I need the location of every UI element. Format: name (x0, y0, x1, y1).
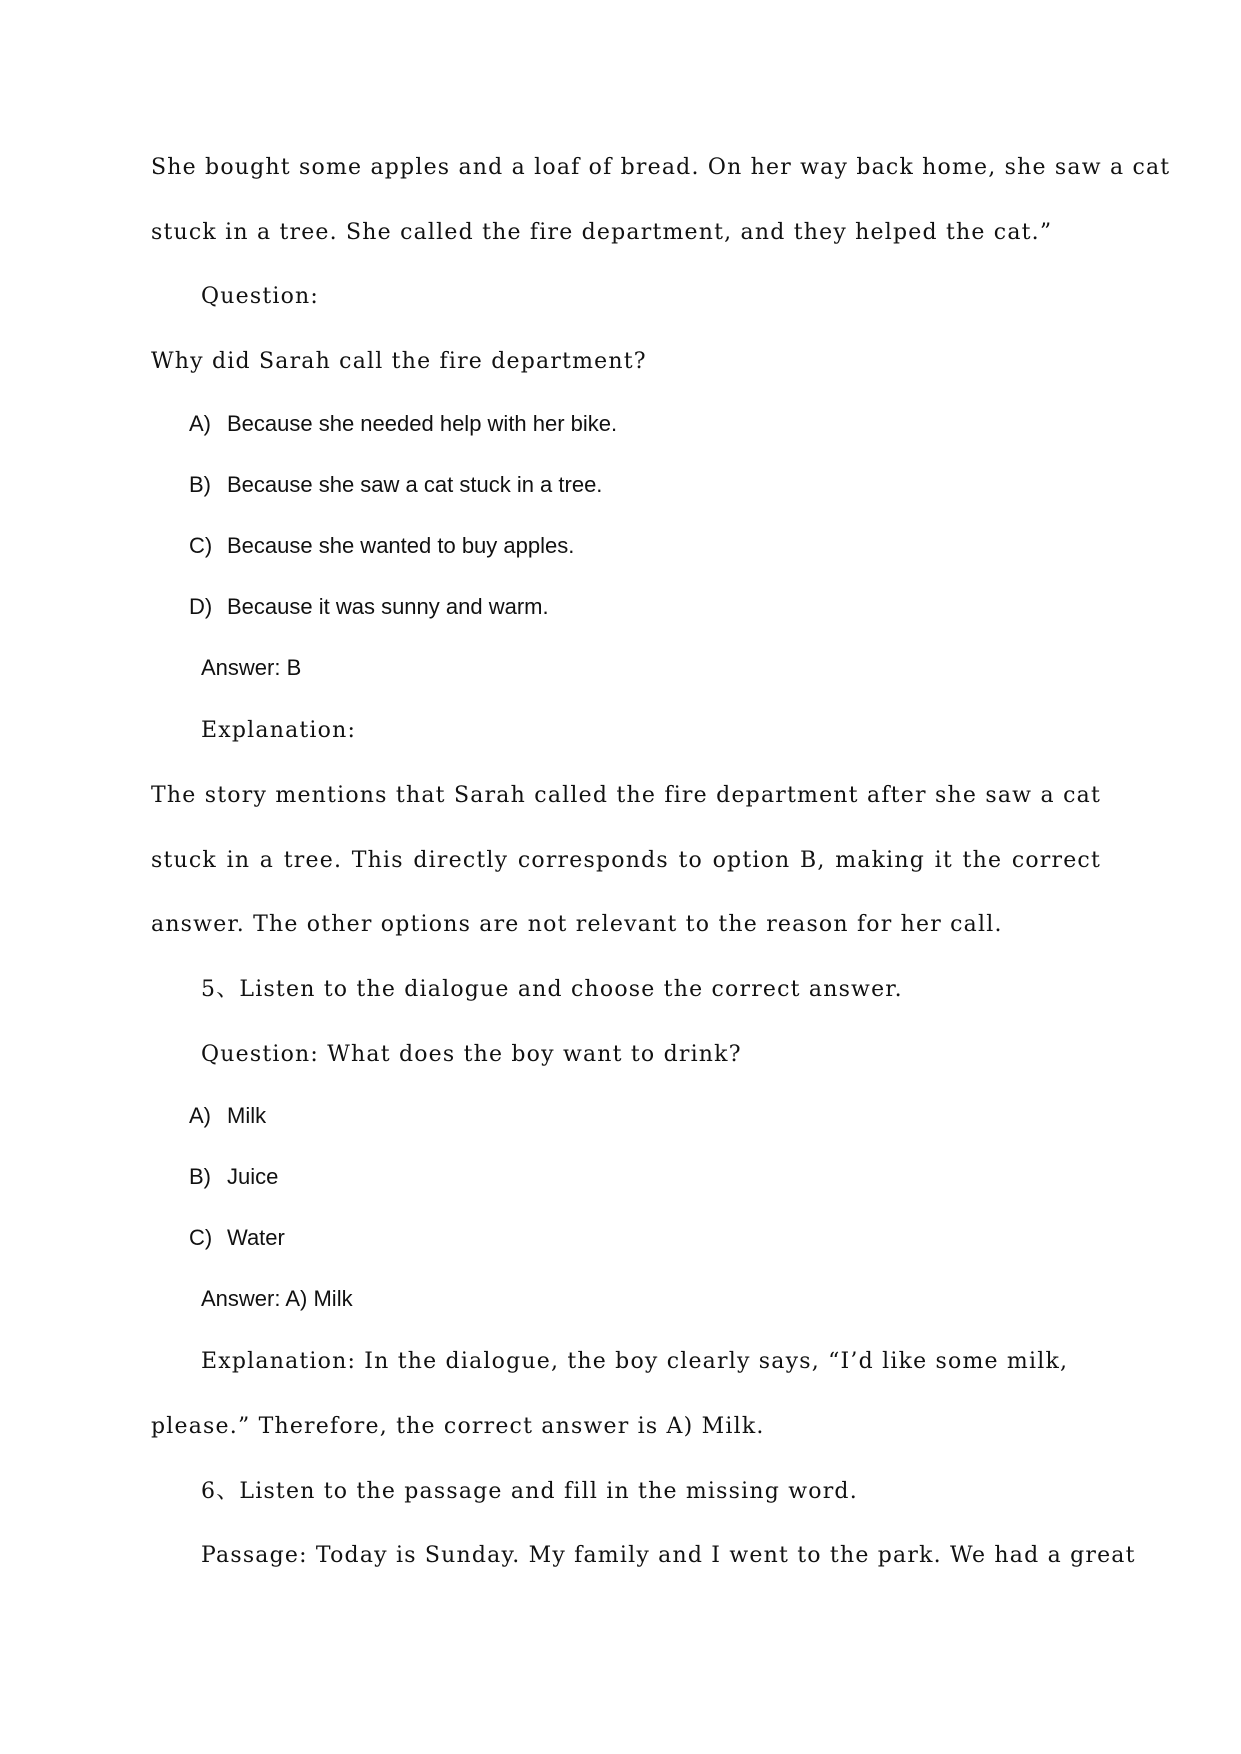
explanation-line-2: stuck in a tree. This directly corresponds to option B, making it the correct (151, 848, 1101, 873)
question-6-passage: Passage: Today is Sunday. My family and I went to the park. We had a great (201, 1543, 1136, 1568)
option-b (189, 1166, 1139, 1188)
explanation-line-1: Explanation: In the dialogue, the boy clearly says, “I’d like some milk, (201, 1349, 1069, 1374)
option-text: Because she needed help with her bike. (227, 411, 618, 436)
option-letter: B) (189, 472, 211, 497)
option-letter: A) (189, 411, 211, 436)
story-line-2: stuck in a tree. She called the fire department, and they helped the cat.” (151, 220, 1053, 245)
option-letter: A) (189, 1103, 211, 1128)
option-text: Because she saw a cat stuck in a tree. (227, 472, 603, 497)
question-5-text: Question: What does the boy want to drink? (201, 1042, 742, 1067)
option-c (189, 535, 1139, 557)
option-text: Because it was sunny and warm. (227, 594, 549, 619)
option-letter: D) (189, 594, 213, 619)
option-text: Water (227, 1225, 285, 1250)
option-letter: C) (189, 533, 213, 558)
option-a (189, 1105, 1139, 1127)
question-text: Why did Sarah call the fire department? (151, 349, 647, 374)
option-c (189, 1227, 1139, 1249)
answer-text: Answer: A) Milk (201, 1286, 353, 1311)
option-b (189, 474, 1139, 496)
explanation-line-1: The story mentions that Sarah called the fire department after she saw a cat (151, 783, 1101, 808)
option-d (189, 596, 1139, 618)
answer-text: Answer: B (201, 655, 302, 680)
story-line-1: She bought some apples and a loaf of bread. On her way back home, she saw a cat (151, 155, 1171, 180)
explanation-heading: Explanation: (201, 718, 357, 743)
option-text: Because she wanted to buy apples. (227, 533, 575, 558)
option-text: Juice (227, 1164, 279, 1189)
explanation-line-3: answer. The other options are not relevant to the reason for her call. (151, 912, 1003, 937)
explanation-line-2: please.” Therefore, the correct answer is A) Milk. (151, 1414, 765, 1439)
option-text: Milk (227, 1103, 267, 1128)
question-heading: Question: (201, 284, 320, 309)
option-a (189, 413, 1139, 435)
option-letter: C) (189, 1225, 213, 1250)
question-5-title: 5、Listen to the dialogue and choose the correct answer. (201, 977, 903, 1002)
option-letter: B) (189, 1164, 211, 1189)
question-6-title: 6、Listen to the passage and fill in the missing word. (201, 1479, 858, 1504)
